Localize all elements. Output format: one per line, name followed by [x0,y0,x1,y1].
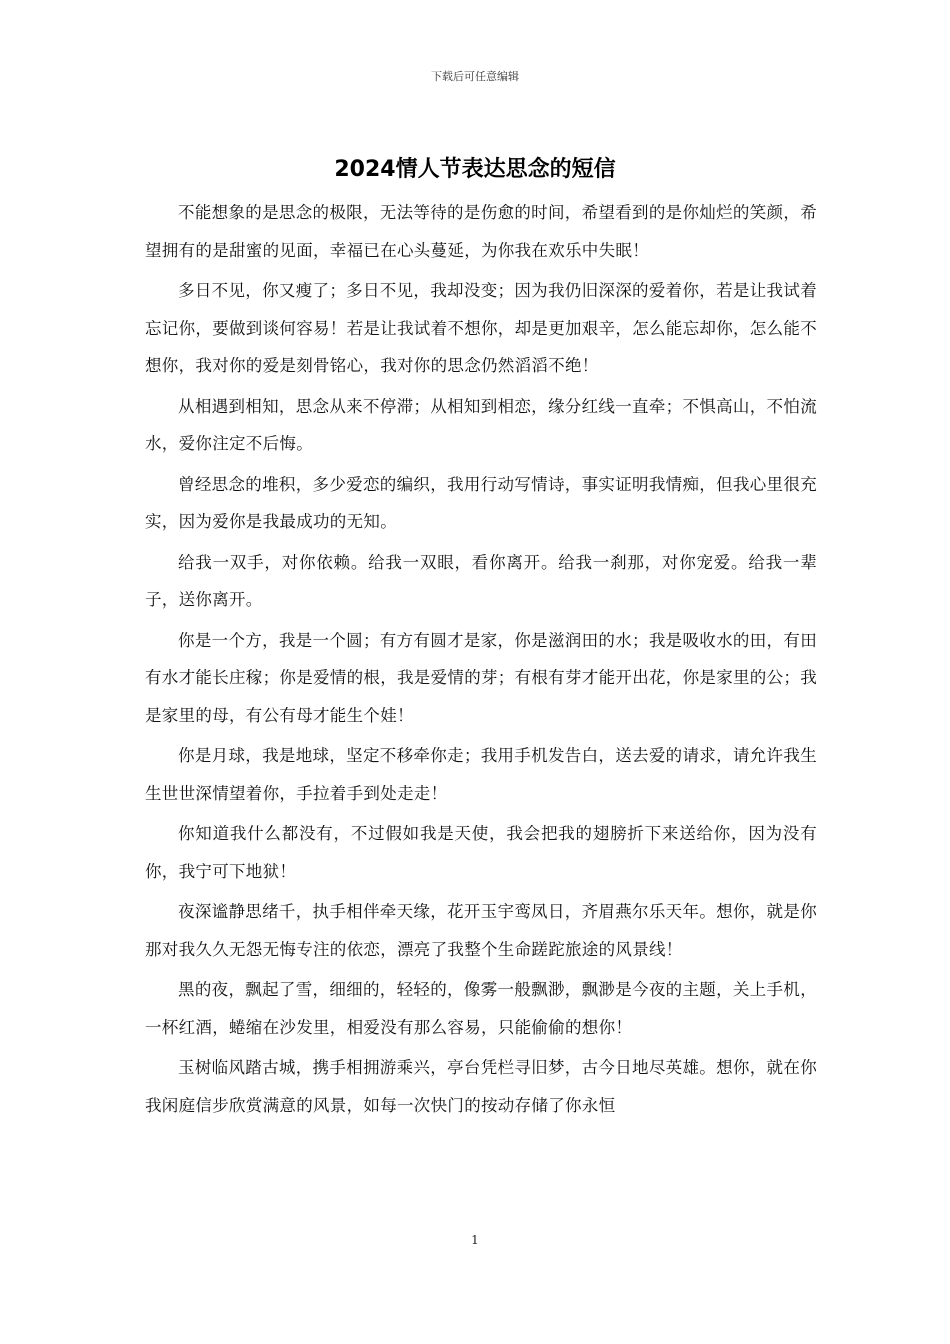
document-body [145,194,817,1127]
paragraph: 你是一个方，我是一个圆；有方有圆才是家，你是滋润田的水；我是吸收水的田，有田有水才能长庄稼；你是爱情的根，我是爱情的芽；有根有芽才能开出花，你是家里的公；我是家里的母，有公有母才能生个娃！ [145,630,817,725]
paragraph: 不能想象的是思念的极限，无法等待的是伤愈的时间，希望看到的是你灿烂的笑颜，希望拥有的是甜蜜的见面，幸福已在心头蔓延，为你我在欢乐中失眠！ [145,203,817,260]
paragraph: 给我一双手，对你依赖。给我一双眼，看你离开。给我一刹那，对你宠爱。给我一辈子，送你离开。 [145,552,817,609]
paragraph: 从相遇到相知，思念从来不停滞；从相知到相恋，缘分红线一直牵；不惧高山，不怕流水，爱你注定不后悔。 [145,396,817,453]
paragraph: 你知道我什么都没有，不过假如我是天使，我会把我的翅膀折下来送给你，因为没有你，我宁可下地狱！ [145,824,817,881]
paragraph: 曾经思念的堆积，多少爱恋的编织，我用行动写情诗，事实证明我情痴，但我心里很充实，因为爱你是我最成功的无知。 [145,474,817,531]
document-title: 2024情人节表达思念的短信 [334,157,616,182]
paragraph: 多日不见，你又瘦了；多日不见，我却没变；因为我仍旧深深的爱着你，若是让我试着忘记你，要做到谈何容易！若是让我试着不想你，却是更加艰辛，怎么能忘却你，怎么能不想你，我对你的爱是刻骨铭心，我对你的思念仍然滔滔不绝！ [145,281,817,375]
paragraph: 夜深谧静思绪千，执手相伴牵天缘，花开玉宇鸾凤日，齐眉燕尔乐天年。想你，就是你那对我久久无怨无悔专注的依恋，漂亮了我整个生命蹉跎旅途的风景线！ [145,902,817,959]
paragraph: 你是月球，我是地球，坚定不移牵你走；我用手机发告白，送去爱的请求，请允许我生生世世深情望着你，手拉着手到处走走！ [145,746,817,803]
paragraph: 黑的夜，飘起了雪，细细的，轻轻的，像雾一般飘渺，飘渺是今夜的主题，关上手机，一杯红酒，蜷缩在沙发里，相爱没有那么容易，只能偷偷的想你！ [145,980,817,1037]
page-number: 1 [471,1233,479,1247]
paragraph: 玉树临风踏古城，携手相拥游乘兴，亭台凭栏寻旧梦，古今日地尽英雄。想你，就在你我闲庭信步欣赏满意的风景，如每一次快门的按动存储了你永恒 [145,1058,817,1115]
header-note: 下载后可任意编辑 [431,70,519,83]
